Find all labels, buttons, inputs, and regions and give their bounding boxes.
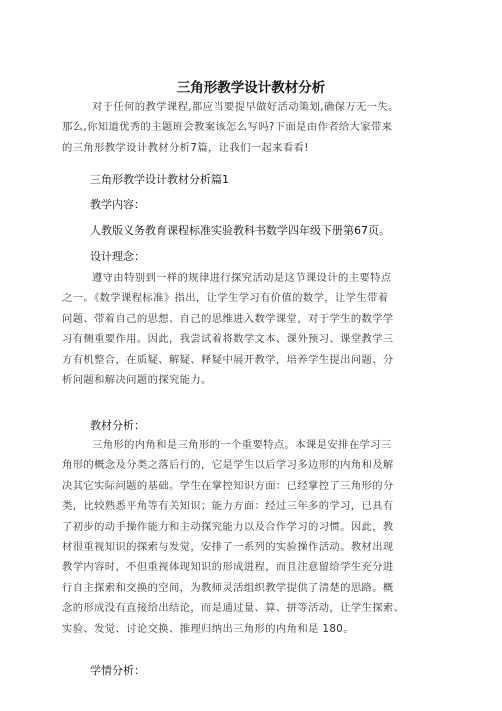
- student-label: 学情分析：: [90, 664, 145, 677]
- textbook-line: 决其它实际问题的基础。学生在掌控知识方面：已经掌控了三角形的分: [62, 479, 394, 492]
- concept-paragraph: [62, 268, 447, 390]
- concept-label: 设计理念：: [90, 250, 145, 263]
- concept-line: 之一。《数学课程标准》指出，让学生学习有价值的数学，让学生带着: [62, 292, 389, 305]
- content-text: 人教版义务教育课程标准实验教科书数学四年级下册第67页。: [90, 224, 390, 237]
- textbook-line: 类，比较熟悉平角等有关知识；能力方面：经过三年多的学习，已具有: [62, 500, 394, 513]
- textbook-line: 念的形成没有直接给出结论，而是通过量、算、拼等活动，让学生探索、: [62, 602, 405, 615]
- concept-line: 方有机整合，在质疑、解疑、释疑中展开教学，培养学生提出问题、分: [62, 353, 394, 366]
- intro-line: 那么,你知道优秀的主题班会教案该怎么写吗?下面是由作者给大家带来: [62, 121, 393, 134]
- textbook-label: 教材分析：: [90, 419, 145, 432]
- textbook-line: 行自主探索和交换的空间，为教师灵活组织教学提供了清楚的思路。概: [62, 581, 394, 594]
- intro-line: 对于任何的教学课程,都应当要提早做好活动策划,确保万无一失。: [92, 101, 399, 113]
- concept-line: 习有侧重要作用。因此，我尝试着将数学文本、课外预习、课堂教学三: [62, 333, 394, 346]
- textbook-line: 三角形的内角和是三角形的一个重要特点。本课是安排在学习三: [92, 439, 392, 451]
- section-title: 三角形教学设计教材分析篇1: [90, 173, 229, 186]
- textbook-line: 实验、发觉、讨论交换、推理归纳出三角形的内角和是 180。: [62, 622, 354, 635]
- textbook-paragraph: [62, 435, 447, 639]
- page-title: 三角形教学设计教材分析: [176, 80, 326, 96]
- textbook-line: 角形的概念及分类之落后行的，它是学生以后学习多边形的内角和及解: [62, 459, 394, 472]
- intro-paragraph: [62, 97, 447, 158]
- concept-line: 问题、带着自己的思想、自己的思维进入数学课堂，对于学生的数学学: [62, 312, 394, 325]
- concept-line: 遵守由特别到一样的规律进行探究活动是这节课设计的主要特点: [92, 272, 392, 284]
- textbook-line: 材很重视知识的探索与发觉，安排了一系列的实验操作活动。教材出现: [62, 541, 394, 554]
- textbook-line: 了初步的动手操作能力和主动探究能力以及合作学习的习惯。因此，教: [62, 520, 394, 533]
- textbook-line: 教学内容时，不但重视体现知识的形成进程，而且注意留给学生充分进: [62, 561, 394, 574]
- concept-line: 析问题和解决问题的探究能力。: [62, 374, 212, 387]
- intro-line: 的三角形教学设计教材分析7篇，让我们一起来看看!: [62, 141, 309, 154]
- content-label: 教学内容：: [90, 198, 145, 211]
